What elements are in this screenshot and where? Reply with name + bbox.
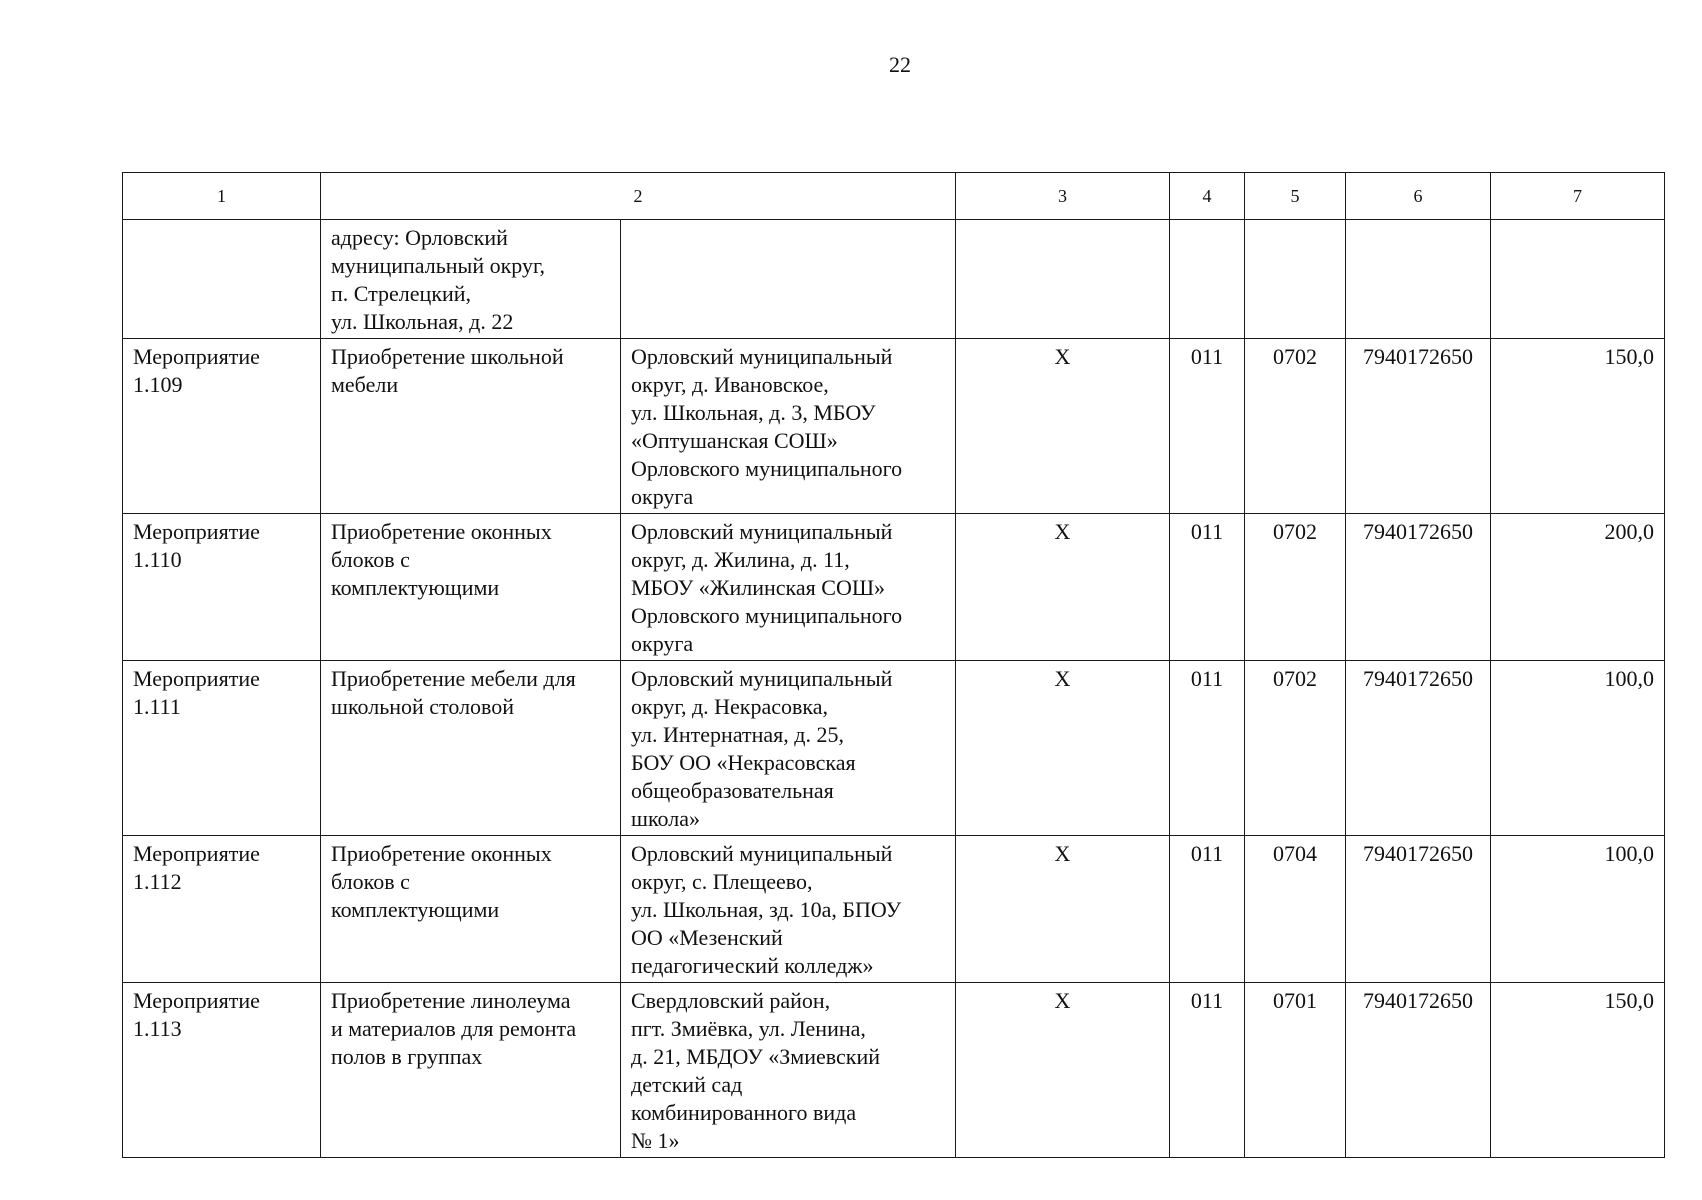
cell-col4: 011 [1170, 661, 1245, 836]
address-line: п. Стрелецкий, [331, 281, 472, 306]
cell-address-continued [321, 220, 621, 339]
cell-col6: 7940172650 [1346, 514, 1491, 661]
address-line: округ, с. Плещеево, [631, 869, 813, 894]
cell-col4: 011 [1170, 514, 1245, 661]
cell-col5: 0704 [1245, 836, 1346, 983]
table-row [123, 514, 1665, 661]
page-number: 22 [889, 52, 911, 77]
event-line: Мероприятие [133, 988, 260, 1013]
address-line: педагогический колледж» [631, 953, 874, 978]
name-line: блоков с [331, 869, 410, 894]
name-line: комплектующими [331, 897, 500, 922]
address-line: д. 21, МБДОУ «Змиевский [631, 1044, 881, 1069]
cell-col7: 150,0 [1491, 339, 1665, 514]
name-line: полов в группах [331, 1044, 483, 1069]
header-col-1: 1 [123, 173, 321, 220]
cell-address [621, 514, 956, 661]
table-row [123, 339, 1665, 514]
cell-col7: 200,0 [1491, 514, 1665, 661]
cell-col7: 100,0 [1491, 836, 1665, 983]
cell-col4: 011 [1170, 983, 1245, 1158]
cell-empty [1491, 220, 1665, 339]
cell-col5: 0702 [1245, 339, 1346, 514]
address-line: Орловского муниципального [631, 603, 903, 628]
cell-name [321, 983, 621, 1158]
name-line: и материалов для ремонта [331, 1016, 577, 1041]
cell-col6: 7940172650 [1346, 983, 1491, 1158]
event-line: 1.111 [133, 694, 181, 719]
address-line: Орловский муниципальный [631, 666, 893, 691]
name-line: мебели [331, 372, 399, 397]
name-line: Приобретение линолеума [331, 988, 571, 1013]
address-line: детский сад [631, 1072, 743, 1097]
cell-col3: Х [956, 836, 1170, 983]
cell-event [123, 514, 321, 661]
table-row [123, 836, 1665, 983]
event-line: Мероприятие [133, 344, 260, 369]
address-line: Орловский муниципальный [631, 841, 893, 866]
cell-event [123, 339, 321, 514]
address-line: ОО «Мезенский [631, 925, 783, 950]
cell-col3: Х [956, 983, 1170, 1158]
cell-col4: 011 [1170, 339, 1245, 514]
header-col-4: 4 [1170, 173, 1245, 220]
cell-address [621, 339, 956, 514]
name-line: Приобретение школьной [331, 344, 564, 369]
name-line: Приобретение оконных [331, 519, 552, 544]
address-line: Орловский муниципальный [631, 344, 893, 369]
address-line: Свердловский район, [631, 988, 831, 1013]
address-line: адресу: Орловский [331, 225, 508, 250]
address-line: ул. Интернатная, д. 25, [631, 722, 844, 747]
cell-name [321, 514, 621, 661]
address-line: комбинированного вида [631, 1100, 857, 1125]
cell-col6: 7940172650 [1346, 836, 1491, 983]
cell-empty [1346, 220, 1491, 339]
event-line: 1.110 [133, 547, 182, 572]
address-line: округ, д. Жилина, д. 11, [631, 547, 850, 572]
budget-table [122, 172, 1665, 1158]
name-line: комплектующими [331, 575, 500, 600]
address-line: МБОУ «Жилинская СОШ» [631, 575, 886, 600]
cell-empty [621, 220, 956, 339]
cell-col6: 7940172650 [1346, 661, 1491, 836]
header-col-2: 2 [321, 173, 956, 220]
event-line: 1.109 [133, 372, 183, 397]
cell-name [321, 836, 621, 983]
cell-col3: Х [956, 514, 1170, 661]
address-line: округа [631, 484, 694, 509]
cell-col3: Х [956, 339, 1170, 514]
table-row-continuation [123, 220, 1665, 339]
cell-name [321, 339, 621, 514]
event-line: 1.113 [133, 1016, 182, 1041]
event-line: Мероприятие [133, 519, 260, 544]
cell-event [123, 220, 321, 339]
header-col-7: 7 [1491, 173, 1665, 220]
cell-col5: 0702 [1245, 514, 1346, 661]
cell-empty [956, 220, 1170, 339]
name-line: Приобретение мебели для [331, 666, 576, 691]
address-line: ул. Школьная, д. 3, МБОУ [631, 400, 876, 425]
cell-col3: Х [956, 661, 1170, 836]
name-line: блоков с [331, 547, 410, 572]
cell-col4: 011 [1170, 836, 1245, 983]
address-line: муниципальный округ, [331, 253, 546, 278]
cell-address [621, 661, 956, 836]
header-row [123, 173, 1665, 220]
address-line: ул. Школьная, зд. 10а, БПОУ [631, 897, 902, 922]
cell-event [123, 661, 321, 836]
cell-col5: 0702 [1245, 661, 1346, 836]
address-line: общеобразовательная [631, 778, 834, 803]
cell-empty [1170, 220, 1245, 339]
address-line: ул. Школьная, д. 22 [331, 309, 514, 334]
cell-col6: 7940172650 [1346, 339, 1491, 514]
cell-name [321, 661, 621, 836]
header-col-5: 5 [1245, 173, 1346, 220]
cell-address [621, 836, 956, 983]
header-col-3: 3 [956, 173, 1170, 220]
address-line: пгт. Змиёвка, ул. Ленина, [631, 1016, 866, 1041]
address-line: № 1» [631, 1128, 680, 1153]
event-line: 1.112 [133, 869, 182, 894]
cell-col7: 150,0 [1491, 983, 1665, 1158]
address-line: округ, д. Ивановское, [631, 372, 829, 397]
address-line: школа» [631, 806, 700, 831]
table-row [123, 661, 1665, 836]
header-col-6: 6 [1346, 173, 1491, 220]
address-line: БОУ ОО «Некрасовская [631, 750, 856, 775]
table-row [123, 983, 1665, 1158]
address-line: округ, д. Некрасовка, [631, 694, 829, 719]
event-line: Мероприятие [133, 841, 260, 866]
cell-col5: 0701 [1245, 983, 1346, 1158]
address-line: «Оптушанская СОШ» [631, 428, 838, 453]
cell-empty [1245, 220, 1346, 339]
cell-col7: 100,0 [1491, 661, 1665, 836]
address-line: Орловский муниципальный [631, 519, 893, 544]
name-line: школьной столовой [331, 694, 515, 719]
name-line: Приобретение оконных [331, 841, 552, 866]
cell-address [621, 983, 956, 1158]
cell-event [123, 983, 321, 1158]
address-line: округа [631, 631, 694, 656]
cell-event [123, 836, 321, 983]
address-line: Орловского муниципального [631, 456, 903, 481]
event-line: Мероприятие [133, 666, 260, 691]
